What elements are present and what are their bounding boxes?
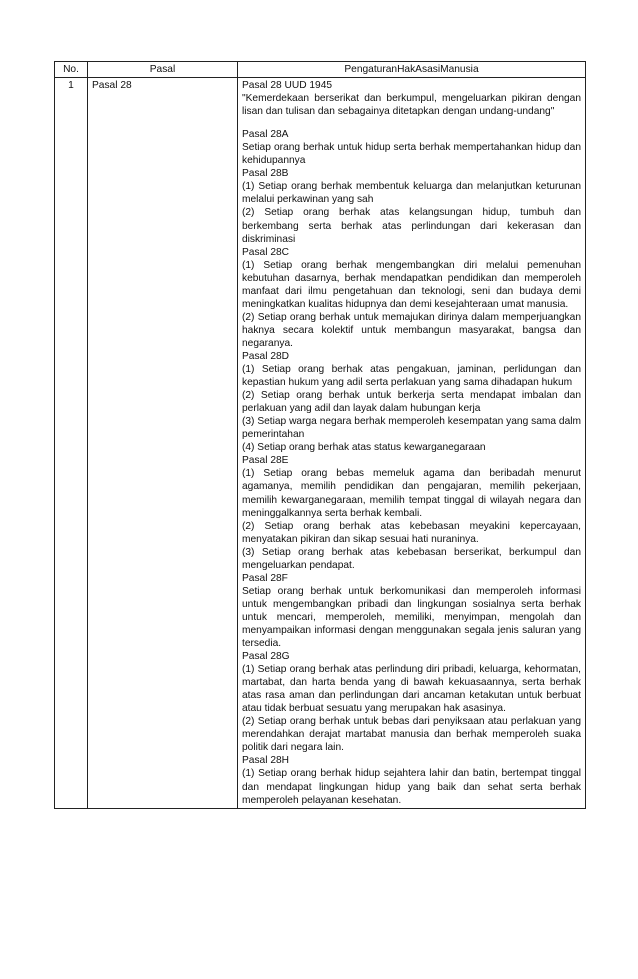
content-line: Setiap orang berhak untuk berkomunikasi dan memperoleh informasi untuk mengembangkan pribadi dan lingkungan sosialnya serta berhak untuk mencari, memperoleh, memiliki, menyimpan, mengolah dan menyampaikan informasi dengan menggunakan segala jenis saluran yang tersedia. bbox=[242, 585, 581, 650]
content-line: Pasal 28G bbox=[242, 651, 290, 663]
content-line: (2) Setiap orang berhak atas kebebasan meyakini kepercayaan, menyatakan pikiran dan sikap sesuai hati nuraninya. bbox=[242, 520, 581, 545]
table-header-row bbox=[55, 62, 586, 78]
cell-pengaturan bbox=[238, 78, 586, 809]
content-line: Pasal 28F bbox=[242, 572, 288, 584]
content-line: "Kemerdekaan berserikat dan berkumpul, mengeluarkan pikiran dengan lisan dan tulisan dan sebagainya ditetapkan dengan undang-undang" bbox=[242, 93, 581, 118]
cell-pasal: Pasal 28 bbox=[88, 78, 238, 809]
content-line: (3) Setiap orang berhak atas kebebasan berserikat, berkumpul dan mengeluarkan pendapat. bbox=[242, 546, 581, 571]
header-pengaturan: PengaturanHakAsasiManusia bbox=[238, 62, 586, 78]
content-line: (1) Setiap orang berhak membentuk keluarga dan melanjutkan keturunan melalui perkawinan yang sah bbox=[242, 181, 581, 206]
content-line: Pasal 28B bbox=[242, 168, 289, 180]
content-line: (2) Setiap orang berhak untuk memajukan dirinya dalam memperjuangkan haknya secara kolektif untuk membangun masyarakat, bangsa dan negaranya. bbox=[242, 311, 581, 349]
content-line: Pasal 28 UUD 1945 bbox=[242, 80, 333, 92]
content-line: Pasal 28D bbox=[242, 350, 290, 362]
content-line: (3) Setiap warga negara berhak memperoleh kesempatan yang sama dalm pemerintahan bbox=[242, 416, 581, 441]
header-pasal: Pasal bbox=[88, 62, 238, 78]
content-line: Setiap orang berhak untuk hidup serta berhak mempertahankan hidup dan kehidupannya bbox=[242, 142, 581, 167]
content-line: (1) Setiap orang berhak atas pengakuan, jaminan, perlidungan dan kepastian hukum yang adil serta perlakuan yang sama dihadapan hukum bbox=[242, 364, 581, 389]
content-line: Pasal 28C bbox=[242, 246, 290, 258]
header-no: No. bbox=[55, 62, 88, 78]
content-line: (1) Setiap orang bebas memeluk agama dan beribadah menurut agamanya, memilih pendidikan dan pengajaran, memilih pekerjaan, memilih kewarganegaraan, memilih tempat tinggal di wilayah negara dan meninggalkannya serta berhak kembali. bbox=[242, 468, 581, 519]
pasal-table bbox=[54, 61, 586, 809]
content-line: (1) Setiap orang berhak hidup sejahtera lahir dan batin, bertempat tinggal dan mendapat lingkungan hidup yang baik dan sehat serta berhak memperoleh pelayanan kesehatan. bbox=[242, 768, 581, 806]
content-line: (1) Setiap orang berhak atas perlindung diri pribadi, keluarga, kehormatan, martabat, dan harta benda yang di bawah kekuasaannya, serta berhak atas rasa aman dan perlindungan dari ancaman ketakutan untuk berbuat atau tidak berbuat sesuatu yang merupakan hak asasinya. bbox=[242, 664, 581, 715]
content-line: (2) Setiap orang berhak untuk berkerja serta mendapat imbalan dan perlakuan yang adil dan layak dalam hubungan kerja bbox=[242, 390, 581, 415]
content-line: Pasal 28E bbox=[242, 455, 289, 467]
table-row bbox=[55, 78, 586, 809]
content-line: (4) Setiap orang berhak atas status kewarganegaraan bbox=[242, 442, 486, 454]
content-line: (2) Setiap orang berhak atas kelangsungan hidup, tumbuh dan berkembang serta berhak atas perlindungan dari kekerasan dan diskriminasi bbox=[242, 207, 581, 245]
content-line: Pasal 28A bbox=[242, 129, 289, 141]
cell-no: 1 bbox=[55, 78, 88, 809]
content-line: (2) Setiap orang berhak untuk bebas dari penyiksaan atau perlakuan yang merendahkan derajat martabat manusia dan berhak memperoleh suaka politik dari negara lain. bbox=[242, 716, 581, 754]
content-line: (1) Setiap orang berhak mengembangkan diri melalui pemenuhan kebutuhan dasarnya, berhak mendapatkan pendidikan dan memperoleh manfaat dari ilmu pengetahuan dan teknologi, seni dan budaya demi meningkatkan kualitas hidupnya dan demi kesejahteraan umat manusia. bbox=[242, 259, 581, 310]
content-line: Pasal 28H bbox=[242, 755, 290, 767]
